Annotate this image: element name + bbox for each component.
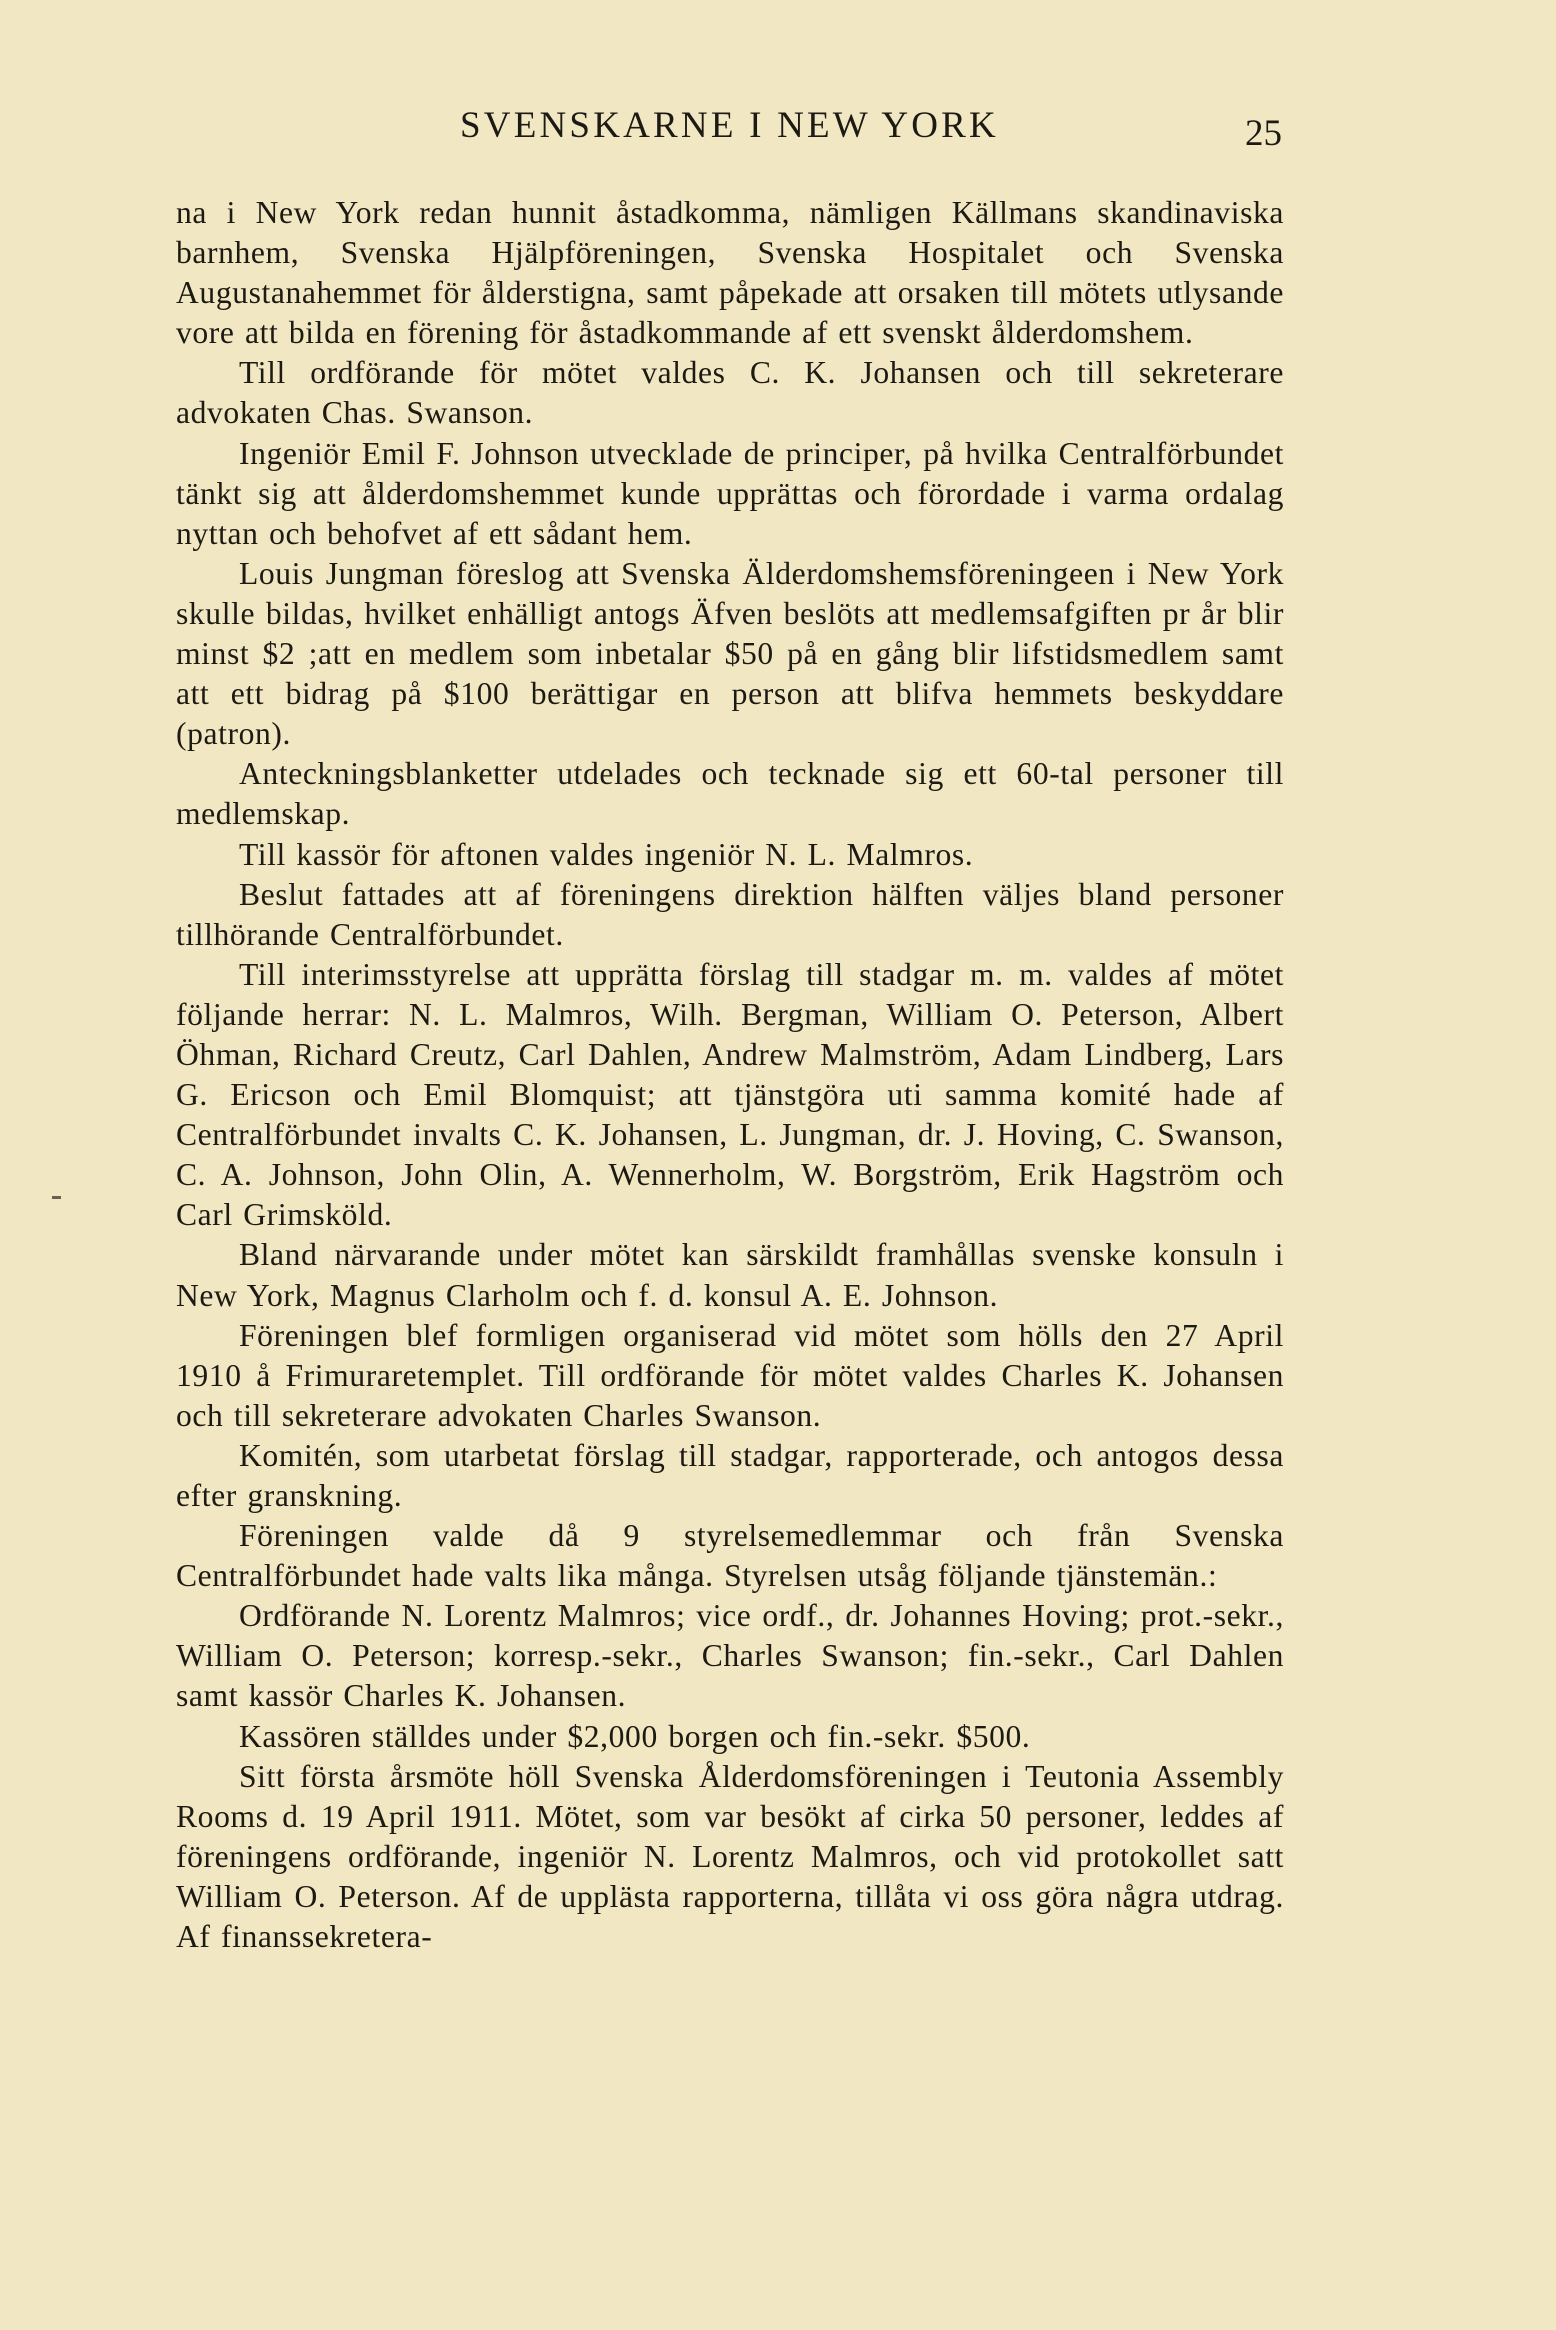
margin-mark <box>52 1196 61 1199</box>
paragraph: Ingeniör Emil F. Johnson utvecklade de principer, på hvilka Centralförbundet tänkt sig att ålderdomshemmet kunde upprättas och förordade i varma ordalag nyttan och behofvet af ett sådant hem. <box>176 435 1284 551</box>
paragraph: Till kassör för aftonen valdes ingeniör N. L. Malmros. <box>239 836 974 872</box>
paragraph: Sitt första årsmöte höll Svenska Ålderdomsföreningen i Teutonia Assembly Rooms d. 19 April 1911. Mötet, som var besökt af cirka 50 personer, leddes af föreningens ordförande, ingeniör N. Lorentz Malmros, och vid protokollet satt William O. Peterson. Af de upplästa rapporterna, tillåta vi oss göra några utdrag. Af finanssekretera- <box>176 1758 1284 1955</box>
page-header <box>175 100 1284 152</box>
page-number: 25 <box>1245 113 1282 154</box>
paragraph: Kassören ställdes under $2,000 borgen och fin.-sekr. $500. <box>239 1718 1031 1754</box>
paragraph: Louis Jungman föreslog att Svenska Älderdomshemsföreningeen i New York skulle bildas, hvilket enhälligt antogs Äfven beslöts att medlemsafgiften pr år blir minst $2 ;att en medlem som inbetalar $50 på en gång blir lifstidsmedlem samt att ett bidrag på $100 berättigar en person att blifva hemmets beskyddare (patron). <box>176 555 1284 752</box>
paragraph: Föreningen valde då 9 styrelsemedlemmar och från Svenska Centralförbundet hade valts lika många. Styrelsen utsåg följande tjänstemän.: <box>176 1518 1284 1594</box>
paragraph: Komitén, som utarbetat förslag till stadgar, rapporterade, och antogos dessa efter granskning. <box>176 1437 1284 1513</box>
paragraph: na i New York redan hunnit åstadkomma, nämligen Källmans skandinaviska barnhem, Svenska Hjälpföreningen, Svenska Hospitalet och Svenska Augustanahemmet för ålderstigna, samt påpekade att orsaken till mötets utlysande vore att bilda en förening för åstadkommande af ett svenskt ålderdomshem. <box>176 195 1284 351</box>
paragraph: Föreningen blef formligen organiserad vid mötet som hölls den 27 April 1910 å Frimuraretemplet. Till ordförande för mötet valdes Charles K. Johansen och till sekreterare advokaten Charles Swanson. <box>176 1317 1284 1433</box>
running-title: SVENSKARNE I NEW YORK <box>460 105 999 146</box>
paragraph: Bland närvarande under mötet kan särskildt framhållas svenske konsuln i New York, Magnus Clarholm och f. d. konsul A. E. Johnson. <box>176 1237 1284 1313</box>
paragraph: Anteckningsblanketter utdelades och tecknade sig ett 60-tal personer till medlemskap. <box>176 756 1284 832</box>
paragraph: Till interimsstyrelse att upprätta förslag till stadgar m. m. valdes af mötet följande herrar: N. L. Malmros, Wilh. Bergman, William O. Peterson, Albert Öhman, Richard Creutz, Carl Dahlen, Andrew Malmström, Adam Lindberg, Lars G. Ericson och Emil Blomquist; att tjänstgöra uti samma komité hade af Centralförbundet invalts C. K. Johansen, L. Jungman, dr. J. Hoving, C. Swanson, C. A. Johnson, John Olin, A. Wennerholm, W. Borgström, Erik Hagström och Carl Grimsköld. <box>176 956 1284 1233</box>
paragraph: Beslut fattades att af föreningens direktion hälften väljes bland personer tillhörande Centralförbundet. <box>176 876 1284 952</box>
body-text <box>176 193 1284 1957</box>
paragraph: Till ordförande för mötet valdes C. K. Johansen och till sekreterare advokaten Chas. Swanson. <box>176 355 1284 431</box>
paragraph: Ordförande N. Lorentz Malmros; vice ordf., dr. Johannes Hoving; prot.-sekr., William O. Peterson; korresp.-sekr., Charles Swanson; fin.-sekr., Carl Dahlen samt kassör Charles K. Johansen. <box>176 1598 1284 1714</box>
